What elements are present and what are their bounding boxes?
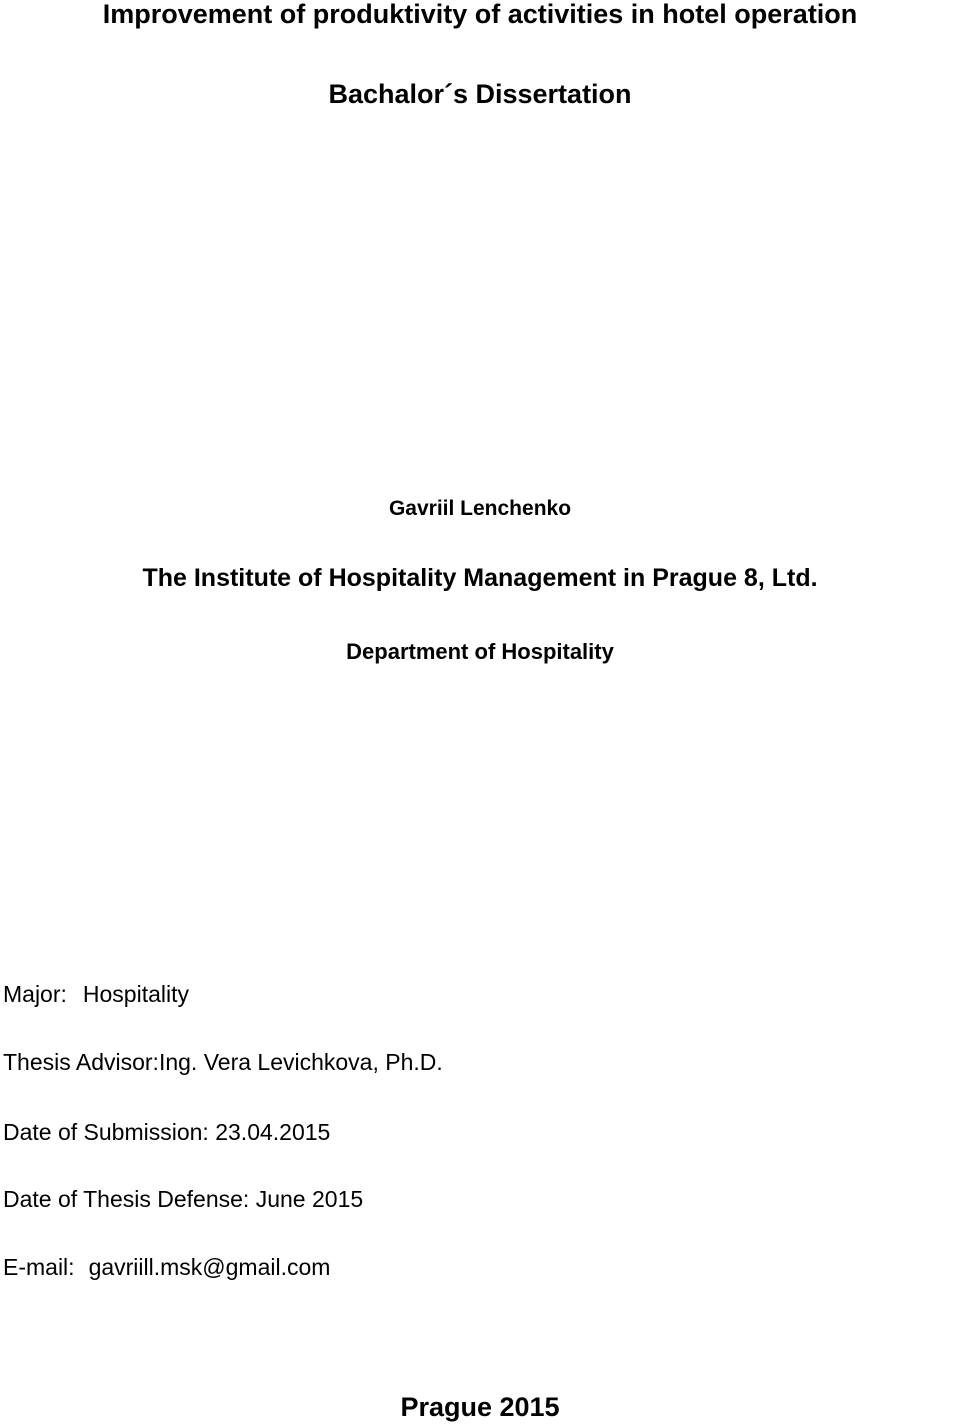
advisor-row (3, 1051, 443, 1074)
major-label: Major: (3, 981, 67, 1007)
author-name: Gavriil Lenchenko (388, 497, 572, 520)
email-label: E-mail: (3, 1254, 75, 1280)
advisor-label: Thesis Advisor: (3, 1049, 159, 1075)
email-value: gavriill.msk@gmail.com (88, 1254, 331, 1280)
submission-label: Date of Submission: (3, 1119, 209, 1145)
submission-value: 23.04.2015 (215, 1119, 331, 1145)
thesis-title: Improvement of produktivity of activities in hotel operation (102, 0, 858, 29)
defense-row (3, 1188, 363, 1211)
submission-row (3, 1121, 330, 1144)
document-type: Bachalor´s Dissertation (328, 79, 632, 109)
institute-name: The Institute of Hospitality Management in Prague 8, Ltd. (142, 564, 818, 592)
advisor-value: Ing. Vera Levichkova, Ph.D. (158, 1049, 443, 1075)
major-row (3, 983, 189, 1006)
defense-label: Date of Thesis Defense: (3, 1186, 250, 1212)
major-value: Hospitality (82, 981, 190, 1007)
email-row (3, 1256, 330, 1279)
defense-value: June 2015 (255, 1186, 364, 1212)
place-and-year: Prague 2015 (400, 1392, 560, 1422)
department-name: Department of Hospitality (346, 639, 614, 664)
